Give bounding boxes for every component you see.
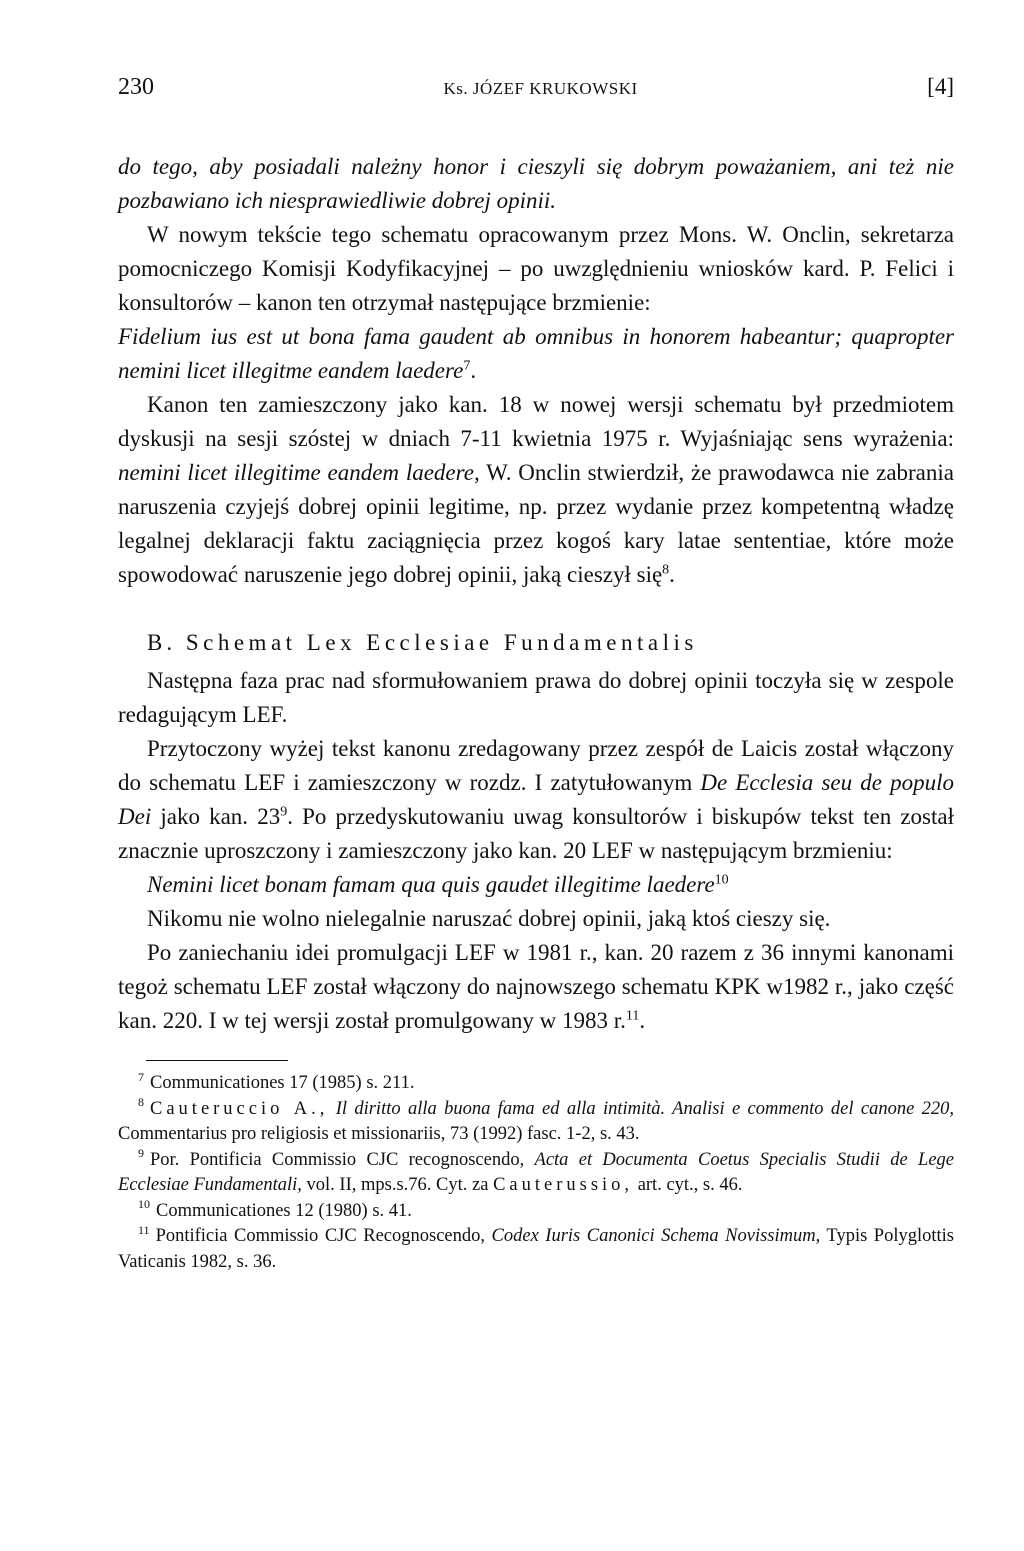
running-head — [118, 74, 954, 114]
italic-title: De Ecclesia seu de populo Dei — [118, 770, 955, 829]
paragraph-3: Fidelium ius est ut bona fama gaudent ab omnibus in honorem habeantur; quapropter nemini licet illegitme eandem laedere$^7$. — [118, 324, 954, 383]
footnote-8: $^8$ Cauteruccio A., Il diritto alla buona fama ed alla intimità. Analisi e commento del canone 220, Commentarius pro religiosis et missionariis, 73 (1992) fasc. 1-2, s. 43. — [118, 1095, 955, 1144]
footnote-7: $^7$ Communicationes 17 (1985) s. 211. — [138, 1069, 415, 1093]
running-title: Ks. JÓZEF KRUKOWSKI — [443, 79, 638, 98]
footnote-ref[interactable]: 11 — [625, 1008, 640, 1024]
latin-canon-text: Fidelium ius est ut bona fama gaudent ab omnibus in honorem habeantur; quapropter nemini licet illegitme eandem laedere — [118, 324, 954, 383]
footnote-9: $^9$ Por. Pontificia Commissio CJC recognoscendo, Acta et Documenta Coetus Specialis Studii de Lege Ecclesiae Fundamentali, vol. II, mps.s.76. Cyt. za Cauterussio, art. cyt., s. 46. — [118, 1146, 954, 1195]
section-marker: [4] — [927, 74, 954, 99]
footnote-ref[interactable]: 10 — [714, 872, 729, 888]
paragraph-8: Nikomu nie wolno nielegalnie naruszać dobrej opinii, jaką ktoś cieszy się. — [147, 906, 831, 931]
italic-phrase: nemini licet illegitime eandem laedere, — [118, 460, 480, 485]
footnote-ref[interactable]: 8 — [662, 562, 670, 578]
footnote-11: $^{11}$ Pontificia Commissio CJC Recognoscendo, Codex Iuris Canonici Schema Novissimum, Typis Polyglottis Vaticanis 1982, s. 36. — [118, 1222, 954, 1272]
footnote-separator — [146, 1060, 288, 1061]
latin-canon-text: Nemini licet bonam famam qua quis gaudet illegitime laedere — [147, 872, 715, 897]
paragraph-4: Kanon ten zamieszczony jako kan. 18 w nowej wersji schematu był przedmiotem dyskusji na sesji szóstej w dniach 7-11 kwietnia 1975 r. Wyjaśniając sens wyrażenia: nemini licet illegitime eandem laedere, W. Onclin stwierdził, że prawodawca nie zabrania naruszenia czyjejś dobrej opinii legitime, np. przez wydanie przez kompetentną władzę legalnej deklaracji faktu zaciągnięcia przez kogoś kary latae sententiae, które może spowodować naruszenie jego dobrej opinii, jaką cieszył się$^8$. — [118, 392, 954, 587]
author-name: Cauterussio, — [493, 1175, 634, 1195]
paragraph-7 — [118, 868, 954, 902]
section-title: Schemat Lex Ecclesiae Fundamentalis — [185, 630, 698, 655]
paragraph-1 — [118, 150, 954, 218]
page — [118, 74, 954, 1275]
author-name: Cauteruccio A., — [150, 1098, 329, 1119]
footnote-ref[interactable]: 9 — [280, 804, 288, 820]
paragraph-9: Po zaniechaniu idei promulgacji LEF w 1981 r., kan. 20 razem z 36 innymi kanonami tegoż schematu LEF został włączony do najnowszego schematu KPK w1982 r., jako część kan. 220. I w tej wersji został promulgowany w 1983 r.$^{11}$. — [118, 940, 954, 1033]
paragraph-6: Przytoczony wyżej tekst kanonu zredagowany przez zespół de Laicis został włączony do schematu LEF i zamieszczony w rozdz. I zatytułowanym De Ecclesia seu de populo Dei jako kan. $23^9$. Po przedyskutowaniu uwag konsultorów i biskupów tekst ten został znacznie uproszczony i zamieszczony jako kan. 20 LEF w następującym brzmieniu: — [118, 736, 955, 863]
paragraph-2: W nowym tekście tego schematu opracowanym przez Mons. W. Onclin, sekretarza pomocniczego Komisji Kodyfikacyjnej – po uwzględnieniu wniosków kard. P. Felici i konsultorów – kanon ten otrzymał następujące brzmienie: — [118, 222, 954, 315]
italic-quote: do tego, aby posiadali należny honor i cieszyli się dobrym poważaniem, ani też nie pozbawiano ich niesprawiedliwie dobrej opinii. — [118, 154, 954, 213]
page-number: 230 — [118, 74, 154, 100]
main-text — [118, 150, 954, 1038]
footnote-10: $^{10}$ Communicationes 12 (1980) s. 41. — [138, 1197, 412, 1221]
footnote-ref[interactable]: 7 — [463, 358, 471, 374]
footnotes — [118, 1071, 954, 1275]
paragraph-5: Następna faza prac nad sformułowaniem prawa do dobrej opinii toczyła się w zespole redagującym LEF. — [118, 668, 954, 727]
section-heading — [147, 626, 954, 660]
section-letter: B. — [147, 630, 177, 655]
